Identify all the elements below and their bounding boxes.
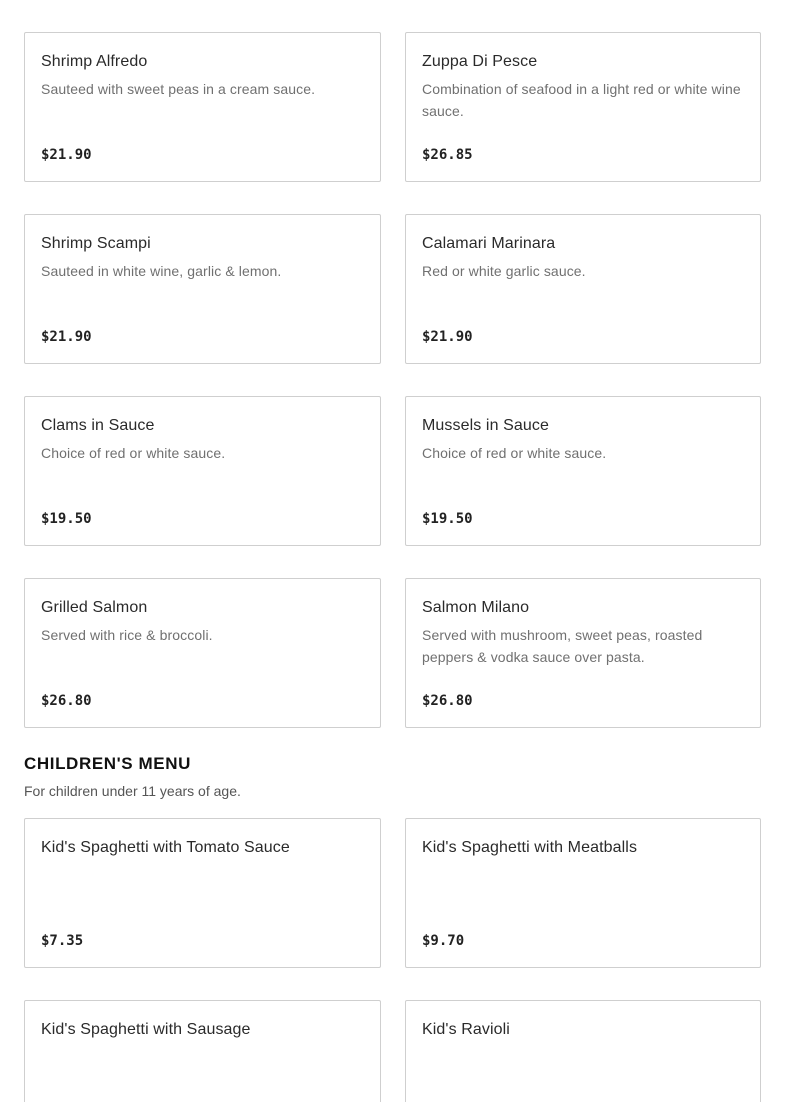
menu-item-name: Clams in Sauce — [41, 417, 155, 434]
menu-item-price: $7.35 — [41, 933, 84, 949]
menu-item-name: Grilled Salmon — [41, 599, 148, 616]
menu-item-card[interactable] — [405, 578, 761, 728]
menu-item-price: $9.70 — [422, 933, 465, 949]
seafood-grid — [24, 32, 761, 728]
menu-item-card[interactable] — [24, 1000, 381, 1102]
menu-item-description: Served with mushroom, sweet peas, roasted peppers & vodka sauce over pasta. — [422, 627, 703, 665]
menu-item-name: Zuppa Di Pesce — [422, 53, 538, 70]
menu-item-card[interactable] — [405, 214, 761, 364]
menu-item-card[interactable] — [405, 32, 761, 182]
menu-item-card[interactable] — [405, 818, 761, 968]
menu-item-name: Calamari Marinara — [422, 235, 556, 252]
menu-item-price: $21.90 — [422, 329, 473, 345]
menu-item-description: Sauteed in white wine, garlic & lemon. — [41, 263, 282, 279]
menu-item-price: $19.50 — [41, 511, 92, 527]
menu-item-description: Served with rice & broccoli. — [41, 627, 213, 643]
children-menu-header — [24, 754, 761, 800]
menu-item-name: Kid's Spaghetti with Sausage — [41, 1021, 251, 1038]
menu-item-card[interactable] — [24, 578, 381, 728]
menu-item-description: Sauteed with sweet peas in a cream sauce. — [41, 81, 316, 97]
menu-item-card[interactable] — [24, 32, 381, 182]
menu-item-name: Kid's Ravioli — [422, 1021, 510, 1038]
section-title: CHILDREN'S MENU — [24, 754, 191, 773]
menu-item-price: $26.80 — [41, 693, 92, 709]
menu-item-price: $19.50 — [422, 511, 473, 527]
menu-item-card[interactable] — [405, 396, 761, 546]
menu-item-description: Red or white garlic sauce. — [422, 263, 586, 279]
menu-item-name: Salmon Milano — [422, 599, 530, 616]
menu-item-name: Kid's Spaghetti with Tomato Sauce — [41, 839, 290, 856]
menu-item-card[interactable] — [24, 396, 381, 546]
section-subtitle: For children under 11 years of age. — [24, 783, 241, 799]
menu-item-name: Shrimp Scampi — [41, 235, 151, 252]
menu-item-name: Mussels in Sauce — [422, 417, 549, 434]
menu-item-description: Choice of red or white sauce. — [41, 445, 226, 461]
menu-item-card[interactable] — [405, 1000, 761, 1102]
menu-item-description: Choice of red or white sauce. — [422, 445, 607, 461]
menu-item-price: $21.90 — [41, 147, 92, 163]
menu-item-card[interactable] — [24, 818, 381, 968]
menu-item-name: Shrimp Alfredo — [41, 53, 148, 70]
menu-item-card[interactable] — [24, 214, 381, 364]
children-menu-grid — [24, 818, 761, 1102]
menu-item-name: Kid's Spaghetti with Meatballs — [422, 839, 638, 856]
menu-item-description: Combination of seafood in a light red or white wine sauce. — [422, 81, 741, 119]
menu-item-price: $26.80 — [422, 693, 473, 709]
menu-item-price: $21.90 — [41, 329, 92, 345]
menu-item-price: $26.85 — [422, 147, 473, 163]
